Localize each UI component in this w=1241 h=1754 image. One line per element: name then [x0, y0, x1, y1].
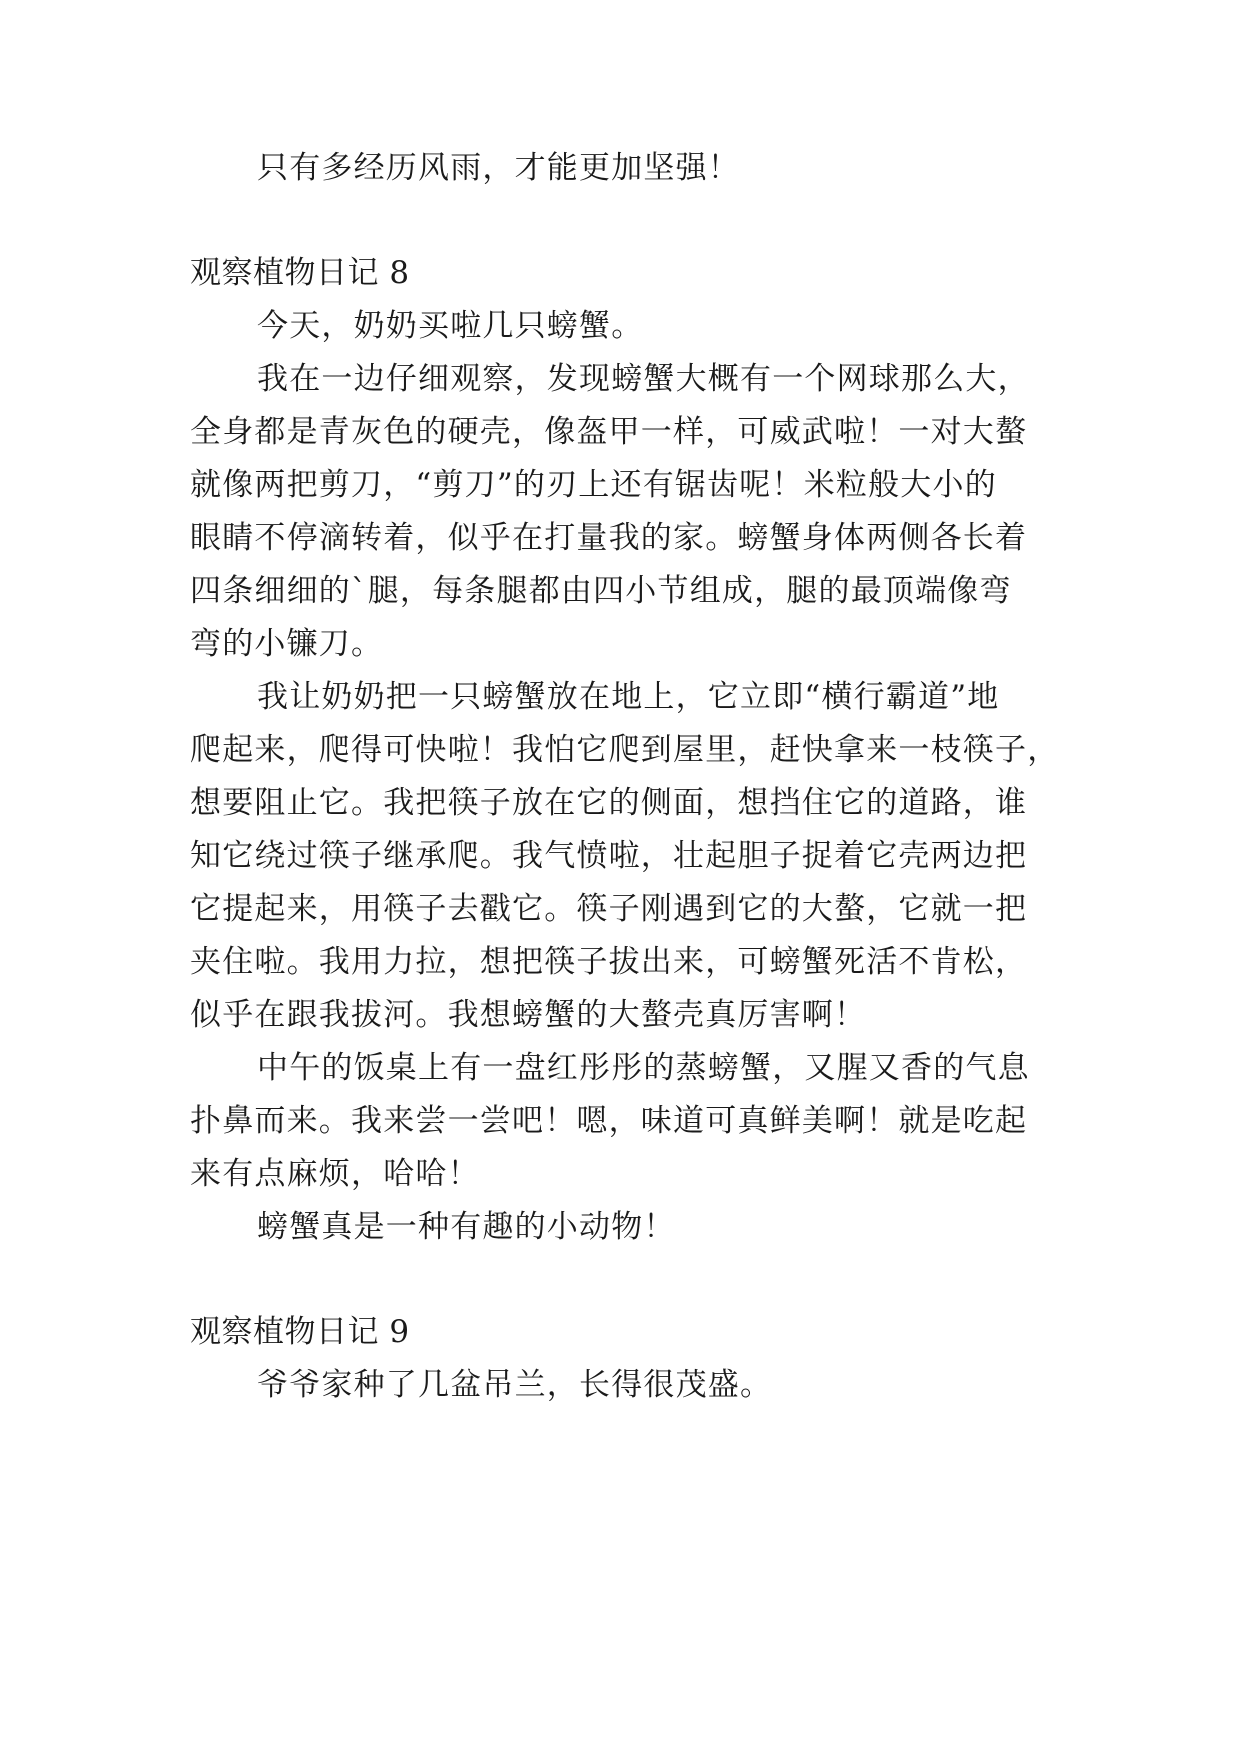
- paragraph-line: 就像两把剪刀，“剪刀”的刃上还有锯齿呢！米粒般大小的: [190, 467, 997, 503]
- paragraph-line: 只有多经历风雨，才能更加坚强！: [257, 150, 740, 186]
- paragraph-line: 爬起来，爬得可快啦！我怕它爬到屋里，赶快拿来一枝筷子，: [190, 732, 1060, 768]
- paragraph-line: 我在一边仔细观察，发现螃蟹大概有一个网球那么大，: [257, 361, 1030, 397]
- paragraph-line: 四条细细的`腿，每条腿都由四小节组成，腿的最顶端像弯: [190, 573, 1012, 609]
- section-heading: 观察植物日记 9: [190, 1314, 410, 1350]
- paragraph-line: 夹住啦。我用力拉，想把筷子拔出来，可螃蟹死活不肯松，: [190, 944, 1028, 980]
- paragraph-line: 眼睛不停滴转着，似乎在打量我的家。螃蟹身体两侧各长着: [190, 520, 1028, 556]
- paragraph-line: 中午的饭桌上有一盘红彤彤的蒸螃蟹，又腥又香的气息: [257, 1050, 1030, 1086]
- paragraph-line: 想要阻止它。我把筷子放在它的侧面，想挡住它的道路，谁: [190, 785, 1028, 821]
- paragraph-line: 全身都是青灰色的硬壳，像盔甲一样，可威武啦！一对大螯: [190, 414, 1028, 450]
- paragraph-line: 扑鼻而来。我来尝一尝吧！嗯，味道可真鲜美啊！就是吃起: [190, 1103, 1028, 1139]
- paragraph-line: 今天，奶奶买啦几只螃蟹。: [257, 308, 644, 344]
- paragraph-line: 似乎在跟我拔河。我想螃蟹的大螯壳真厉害啊！: [190, 997, 867, 1033]
- paragraph-line: 爷爷家种了几盆吊兰，长得很茂盛。: [257, 1367, 773, 1403]
- paragraph-line: 它提起来，用筷子去戳它。筷子刚遇到它的大螯，它就一把: [190, 891, 1028, 927]
- section-heading: 观察植物日记 8: [190, 255, 410, 291]
- paragraph-line: 来有点麻烦，哈哈！: [190, 1156, 480, 1192]
- paragraph-line: 螃蟹真是一种有趣的小动物！: [257, 1209, 676, 1245]
- paragraph-line: 知它绕过筷子继承爬。我气愤啦，壮起胆子捉着它壳两边把: [190, 838, 1028, 874]
- paragraph-line: 弯的小镰刀。: [190, 626, 384, 662]
- paragraph-line: 我让奶奶把一只螃蟹放在地上，它立即“横行霸道”地: [257, 679, 1000, 715]
